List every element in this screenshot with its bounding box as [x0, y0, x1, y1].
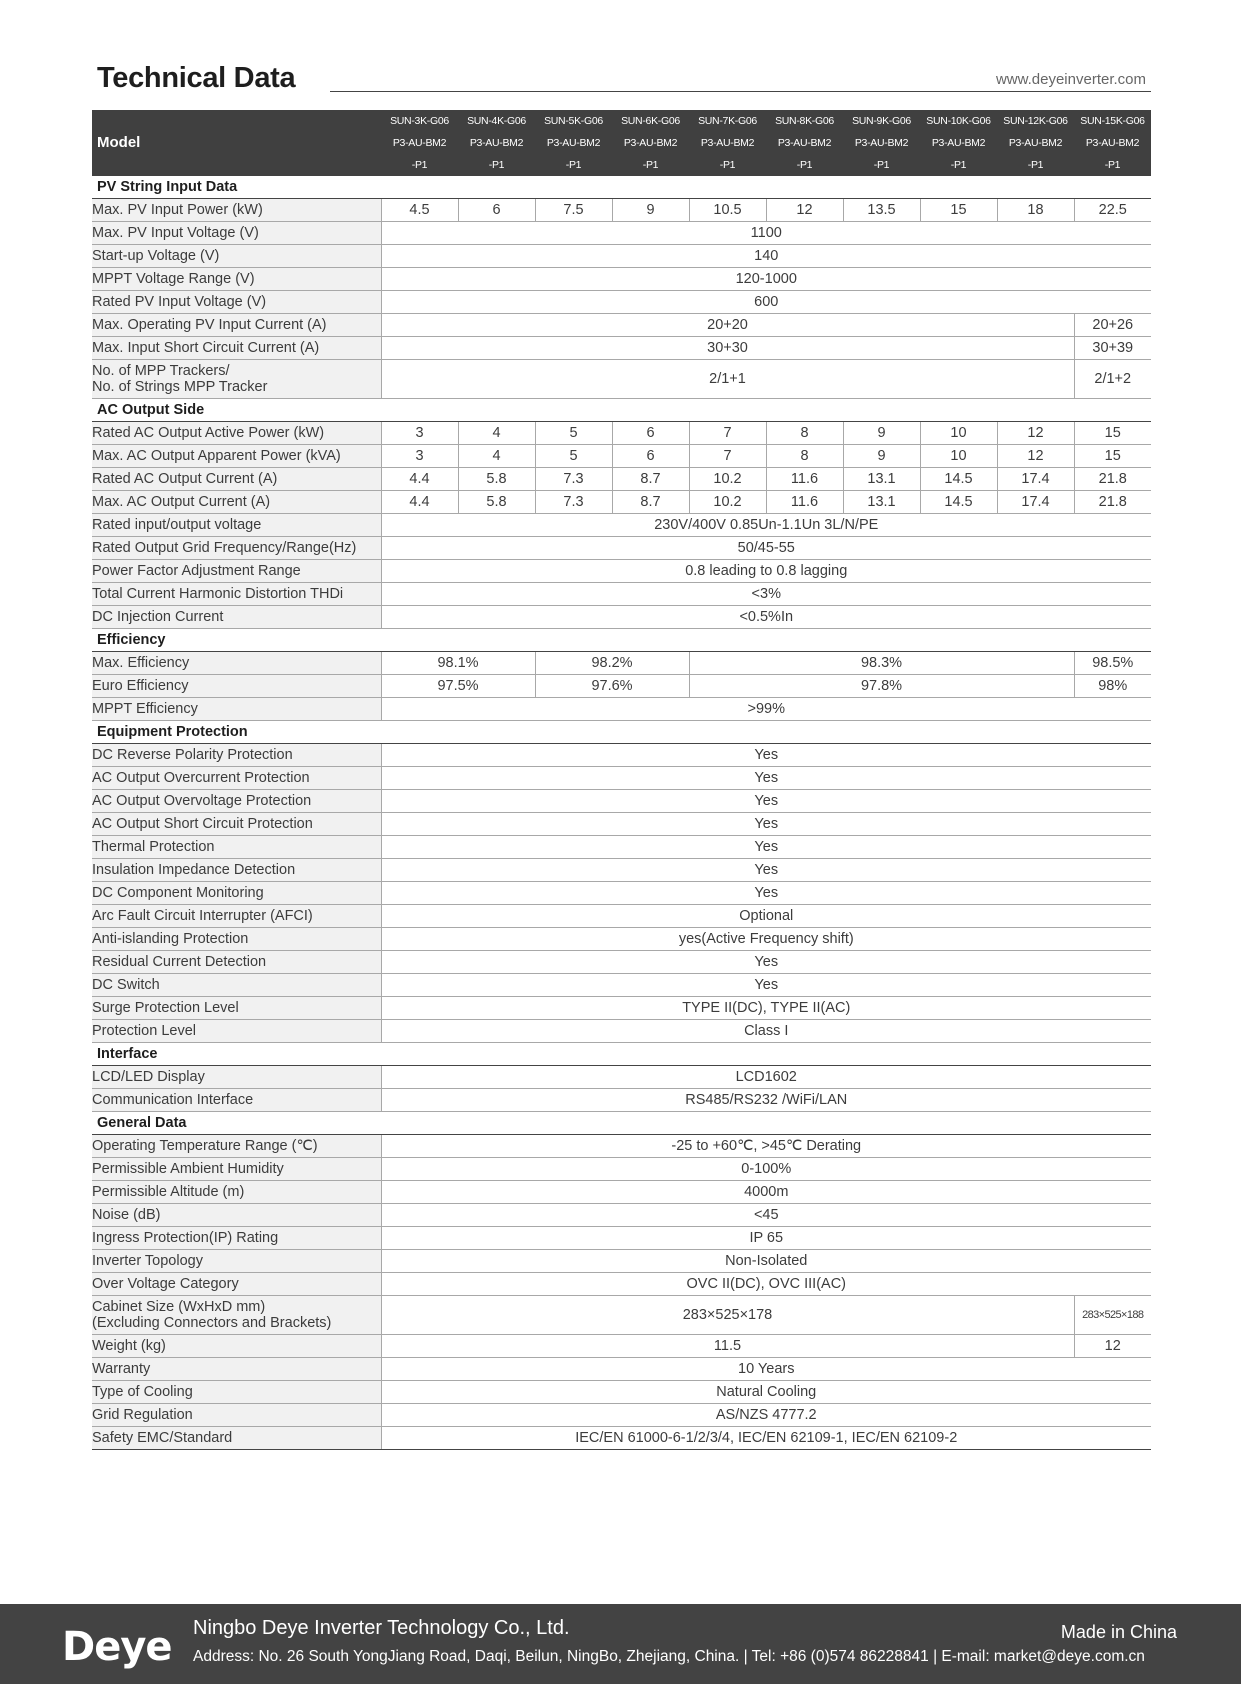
model-column-header — [843, 110, 920, 176]
spec-value: Yes — [381, 836, 1151, 859]
model-column-header — [535, 110, 612, 176]
spec-value: 10 Years — [381, 1358, 1151, 1381]
spec-value: 12 — [997, 445, 1074, 468]
spec-value: Yes — [381, 859, 1151, 882]
spec-value: 0-100% — [381, 1158, 1151, 1181]
spec-label: Rated PV Input Voltage (V) — [92, 291, 381, 314]
spec-row — [92, 1204, 1151, 1227]
spec-label: Protection Level — [92, 1020, 381, 1043]
spec-value: 22.5 — [1074, 199, 1151, 222]
spec-row — [92, 583, 1151, 606]
spec-row — [92, 514, 1151, 537]
spec-row — [92, 199, 1151, 222]
spec-label: DC Component Monitoring — [92, 882, 381, 905]
spec-value: 98% — [1074, 675, 1151, 698]
spec-value: 0.8 leading to 0.8 lagging — [381, 560, 1151, 583]
spec-value: 6 — [612, 422, 689, 445]
spec-value: 15 — [1074, 422, 1151, 445]
model-name: SUN-12K-G06 P3-AU-BM2 -P1 — [1003, 115, 1068, 171]
spec-row — [92, 951, 1151, 974]
spec-label: Operating Temperature Range (℃) — [92, 1135, 381, 1158]
spec-value: 6 — [458, 199, 535, 222]
spec-value: 10 — [920, 422, 997, 445]
spec-label: AC Output Short Circuit Protection — [92, 813, 381, 836]
spec-value: 97.6% — [535, 675, 689, 698]
spec-value: 10 — [920, 445, 997, 468]
technical-data-table — [92, 110, 1151, 1450]
spec-value: 9 — [843, 445, 920, 468]
spec-label: Max. PV Input Power (kW) — [92, 199, 381, 222]
spec-value: TYPE II(DC), TYPE II(AC) — [381, 997, 1151, 1020]
spec-label: Power Factor Adjustment Range — [92, 560, 381, 583]
spec-value: 7 — [689, 422, 766, 445]
spec-row — [92, 337, 1151, 360]
model-name: SUN-10K-G06 P3-AU-BM2 -P1 — [926, 115, 991, 171]
deye-logo: Deye — [62, 1624, 172, 1670]
spec-value: <3% — [381, 583, 1151, 606]
spec-row — [92, 1227, 1151, 1250]
spec-value: LCD1602 — [381, 1066, 1151, 1089]
spec-label: Over Voltage Category — [92, 1273, 381, 1296]
spec-label: Warranty — [92, 1358, 381, 1381]
spec-value: Yes — [381, 951, 1151, 974]
section-header-row — [92, 1043, 1151, 1066]
spec-label: Max. AC Output Apparent Power (kVA) — [92, 445, 381, 468]
spec-label: Insulation Impedance Detection — [92, 859, 381, 882]
spec-row — [92, 1089, 1151, 1112]
spec-value: Yes — [381, 882, 1151, 905]
spec-value: 8 — [766, 445, 843, 468]
spec-row — [92, 1381, 1151, 1404]
spec-label: DC Switch — [92, 974, 381, 997]
spec-row — [92, 491, 1151, 514]
model-name: SUN-5K-G06 P3-AU-BM2 -P1 — [544, 115, 603, 171]
spec-value: 9 — [843, 422, 920, 445]
spec-value: 3 — [381, 422, 458, 445]
section-header-row — [92, 721, 1151, 744]
spec-value: 97.5% — [381, 675, 535, 698]
spec-row — [92, 1335, 1151, 1358]
spec-row — [92, 974, 1151, 997]
spec-value: 5 — [535, 445, 612, 468]
spec-label: Communication Interface — [92, 1089, 381, 1112]
spec-row — [92, 859, 1151, 882]
section-title: Efficiency — [92, 629, 1151, 652]
company-address: Address: No. 26 South YongJiang Road, Daqi, Beilun, NingBo, Zhejiang, China. | Tel: +86 (0)574 86228841 | E-mail: market@deye.com.cn — [193, 1648, 1145, 1665]
spec-value: 9 — [612, 199, 689, 222]
spec-value: 283×525×178 — [381, 1296, 1074, 1335]
spec-value: 98.2% — [535, 652, 689, 675]
spec-value: 50/45-55 — [381, 537, 1151, 560]
spec-value: IP 65 — [381, 1227, 1151, 1250]
spec-value: 98.5% — [1074, 652, 1151, 675]
spec-value: >99% — [381, 698, 1151, 721]
model-column-header — [381, 110, 458, 176]
spec-value: Class I — [381, 1020, 1151, 1043]
model-header-row — [92, 110, 1151, 176]
spec-value: RS485/RS232 /WiFi/LAN — [381, 1089, 1151, 1112]
spec-label: DC Injection Current — [92, 606, 381, 629]
spec-label: Rated AC Output Active Power (kW) — [92, 422, 381, 445]
spec-row — [92, 291, 1151, 314]
spec-value: -25 to +60℃, >45℃ Derating — [381, 1135, 1151, 1158]
spec-label: MPPT Efficiency — [92, 698, 381, 721]
page-title: Technical Data — [97, 62, 296, 94]
spec-table-body — [92, 176, 1151, 1450]
spec-value: 30+39 — [1074, 337, 1151, 360]
spec-value: 4.5 — [381, 199, 458, 222]
spec-row — [92, 1181, 1151, 1204]
spec-label: Surge Protection Level — [92, 997, 381, 1020]
spec-value: Non-Isolated — [381, 1250, 1151, 1273]
section-header-row — [92, 176, 1151, 199]
spec-value: 10.5 — [689, 199, 766, 222]
spec-value: 10.2 — [689, 468, 766, 491]
spec-value: 12 — [1074, 1335, 1151, 1358]
spec-row — [92, 1296, 1151, 1335]
spec-row — [92, 1066, 1151, 1089]
section-title: Equipment Protection — [92, 721, 1151, 744]
spec-row — [92, 606, 1151, 629]
spec-row — [92, 468, 1151, 491]
spec-row — [92, 560, 1151, 583]
spec-label: Inverter Topology — [92, 1250, 381, 1273]
spec-label: No. of MPP Trackers/ No. of Strings MPP Tracker — [92, 360, 381, 399]
spec-value: <45 — [381, 1204, 1151, 1227]
spec-value: 21.8 — [1074, 468, 1151, 491]
model-column-header — [689, 110, 766, 176]
spec-value: IEC/EN 61000-6-1/2/3/4, IEC/EN 62109-1, IEC/EN 62109-2 — [381, 1427, 1151, 1450]
spec-value: 13.1 — [843, 468, 920, 491]
spec-row — [92, 905, 1151, 928]
model-column-header — [612, 110, 689, 176]
spec-value: 10.2 — [689, 491, 766, 514]
spec-value: 20+26 — [1074, 314, 1151, 337]
model-name: SUN-7K-G06 P3-AU-BM2 -P1 — [698, 115, 757, 171]
spec-value: Optional — [381, 905, 1151, 928]
spec-value: 5 — [535, 422, 612, 445]
spec-label: Max. Input Short Circuit Current (A) — [92, 337, 381, 360]
spec-value: 2/1+1 — [381, 360, 1074, 399]
spec-row — [92, 652, 1151, 675]
spec-row — [92, 675, 1151, 698]
spec-row — [92, 360, 1151, 399]
model-column-header — [997, 110, 1074, 176]
spec-row — [92, 445, 1151, 468]
spec-label: AC Output Overcurrent Protection — [92, 767, 381, 790]
model-name: SUN-6K-G06 P3-AU-BM2 -P1 — [621, 115, 680, 171]
spec-value: Yes — [381, 767, 1151, 790]
spec-value: 14.5 — [920, 468, 997, 491]
spec-label: Noise (dB) — [92, 1204, 381, 1227]
model-column-header — [766, 110, 843, 176]
spec-value: 7.5 — [535, 199, 612, 222]
spec-label: MPPT Voltage Range (V) — [92, 268, 381, 291]
spec-value: 8 — [766, 422, 843, 445]
spec-label: AC Output Overvoltage Protection — [92, 790, 381, 813]
model-name: SUN-9K-G06 P3-AU-BM2 -P1 — [852, 115, 911, 171]
spec-value: Yes — [381, 813, 1151, 836]
spec-row — [92, 698, 1151, 721]
spec-row — [92, 767, 1151, 790]
spec-row — [92, 222, 1151, 245]
spec-row — [92, 813, 1151, 836]
spec-row — [92, 537, 1151, 560]
spec-row — [92, 422, 1151, 445]
spec-value: yes(Active Frequency shift) — [381, 928, 1151, 951]
spec-value: Yes — [381, 974, 1151, 997]
model-name: SUN-8K-G06 P3-AU-BM2 -P1 — [775, 115, 834, 171]
spec-label: Max. Operating PV Input Current (A) — [92, 314, 381, 337]
spec-label: Anti-islanding Protection — [92, 928, 381, 951]
spec-value: 21.8 — [1074, 491, 1151, 514]
spec-value: 11.5 — [381, 1335, 1074, 1358]
company-name: Ningbo Deye Inverter Technology Co., Ltd. — [193, 1617, 570, 1639]
spec-value: Yes — [381, 790, 1151, 813]
footer — [0, 1604, 1241, 1684]
spec-row — [92, 245, 1151, 268]
spec-value: 4 — [458, 422, 535, 445]
spec-value: 4.4 — [381, 468, 458, 491]
spec-value: 4000m — [381, 1181, 1151, 1204]
spec-value: 4 — [458, 445, 535, 468]
spec-label: Residual Current Detection — [92, 951, 381, 974]
model-header-label: Model — [92, 110, 381, 176]
spec-label: Grid Regulation — [92, 1404, 381, 1427]
spec-value: OVC II(DC), OVC III(AC) — [381, 1273, 1151, 1296]
spec-label: Cabinet Size (WxHxD mm) (Excluding Connectors and Brackets) — [92, 1296, 381, 1335]
spec-label: Thermal Protection — [92, 836, 381, 859]
spec-row — [92, 997, 1151, 1020]
spec-value: 120-1000 — [381, 268, 1151, 291]
model-name: SUN-15K-G06 P3-AU-BM2 -P1 — [1080, 115, 1145, 171]
spec-row — [92, 790, 1151, 813]
spec-label: Max. PV Input Voltage (V) — [92, 222, 381, 245]
model-column-header — [458, 110, 535, 176]
spec-value: <0.5%In — [381, 606, 1151, 629]
title-divider — [330, 91, 1151, 92]
spec-value: AS/NZS 4777.2 — [381, 1404, 1151, 1427]
spec-row — [92, 1427, 1151, 1450]
spec-value: 11.6 — [766, 468, 843, 491]
spec-row — [92, 268, 1151, 291]
spec-value: 283×525×188 — [1074, 1296, 1151, 1335]
spec-label: Safety EMC/Standard — [92, 1427, 381, 1450]
spec-label: Max. Efficiency — [92, 652, 381, 675]
spec-label: DC Reverse Polarity Protection — [92, 744, 381, 767]
spec-value: Yes — [381, 744, 1151, 767]
spec-value: 98.3% — [689, 652, 1074, 675]
spec-label: Permissible Altitude (m) — [92, 1181, 381, 1204]
spec-value: 6 — [612, 445, 689, 468]
spec-label: Ingress Protection(IP) Rating — [92, 1227, 381, 1250]
spec-row — [92, 314, 1151, 337]
spec-label: Max. AC Output Current (A) — [92, 491, 381, 514]
spec-label: Rated Output Grid Frequency/Range(Hz) — [92, 537, 381, 560]
model-column-header — [920, 110, 997, 176]
made-in-label: Made in China — [1060, 1622, 1177, 1642]
model-column-header — [1074, 110, 1151, 176]
spec-value: 3 — [381, 445, 458, 468]
section-header-row — [92, 629, 1151, 652]
spec-label: Start-up Voltage (V) — [92, 245, 381, 268]
spec-value: 15 — [920, 199, 997, 222]
spec-value: 97.8% — [689, 675, 1074, 698]
spec-row — [92, 882, 1151, 905]
spec-label: Permissible Ambient Humidity — [92, 1158, 381, 1181]
spec-value: 13.5 — [843, 199, 920, 222]
section-header-row — [92, 399, 1151, 422]
spec-value: 2/1+2 — [1074, 360, 1151, 399]
spec-value: 5.8 — [458, 468, 535, 491]
model-name: SUN-3K-G06 P3-AU-BM2 -P1 — [390, 115, 449, 171]
spec-label: Rated AC Output Current (A) — [92, 468, 381, 491]
spec-value: 13.1 — [843, 491, 920, 514]
spec-value: 7.3 — [535, 491, 612, 514]
section-title: PV String Input Data — [92, 176, 1151, 199]
spec-value: 7.3 — [535, 468, 612, 491]
spec-value: 14.5 — [920, 491, 997, 514]
spec-value: 7 — [689, 445, 766, 468]
spec-row — [92, 1135, 1151, 1158]
website-link[interactable]: www.deyeinverter.com — [995, 71, 1146, 88]
model-name: SUN-4K-G06 P3-AU-BM2 -P1 — [467, 115, 526, 171]
spec-value: 98.1% — [381, 652, 535, 675]
spec-value: 17.4 — [997, 468, 1074, 491]
spec-value: 4.4 — [381, 491, 458, 514]
spec-label: Rated input/output voltage — [92, 514, 381, 537]
spec-row — [92, 1250, 1151, 1273]
spec-row — [92, 1158, 1151, 1181]
spec-value: 20+20 — [381, 314, 1074, 337]
spec-row — [92, 1273, 1151, 1296]
spec-value: 230V/400V 0.85Un-1.1Un 3L/N/PE — [381, 514, 1151, 537]
spec-row — [92, 836, 1151, 859]
spec-row — [92, 744, 1151, 767]
spec-value: 15 — [1074, 445, 1151, 468]
spec-value: 30+30 — [381, 337, 1074, 360]
section-title: Interface — [92, 1043, 1151, 1066]
spec-row — [92, 1404, 1151, 1427]
spec-value: 140 — [381, 245, 1151, 268]
spec-value: 8.7 — [612, 491, 689, 514]
spec-value: 12 — [997, 422, 1074, 445]
spec-value: 8.7 — [612, 468, 689, 491]
spec-value: 12 — [766, 199, 843, 222]
spec-label: Type of Cooling — [92, 1381, 381, 1404]
spec-value: 5.8 — [458, 491, 535, 514]
spec-label: Weight (kg) — [92, 1335, 381, 1358]
spec-value: Natural Cooling — [381, 1381, 1151, 1404]
spec-value: 11.6 — [766, 491, 843, 514]
spec-label: LCD/LED Display — [92, 1066, 381, 1089]
spec-value: 1100 — [381, 222, 1151, 245]
section-header-row — [92, 1112, 1151, 1135]
section-title: General Data — [92, 1112, 1151, 1135]
spec-row — [92, 1020, 1151, 1043]
spec-label: Euro Efficiency — [92, 675, 381, 698]
spec-label: Total Current Harmonic Distortion THDi — [92, 583, 381, 606]
spec-label: Arc Fault Circuit Interrupter (AFCI) — [92, 905, 381, 928]
section-title: AC Output Side — [92, 399, 1151, 422]
spec-value: 18 — [997, 199, 1074, 222]
spec-value: 17.4 — [997, 491, 1074, 514]
spec-row — [92, 928, 1151, 951]
spec-value: 600 — [381, 291, 1151, 314]
spec-row — [92, 1358, 1151, 1381]
